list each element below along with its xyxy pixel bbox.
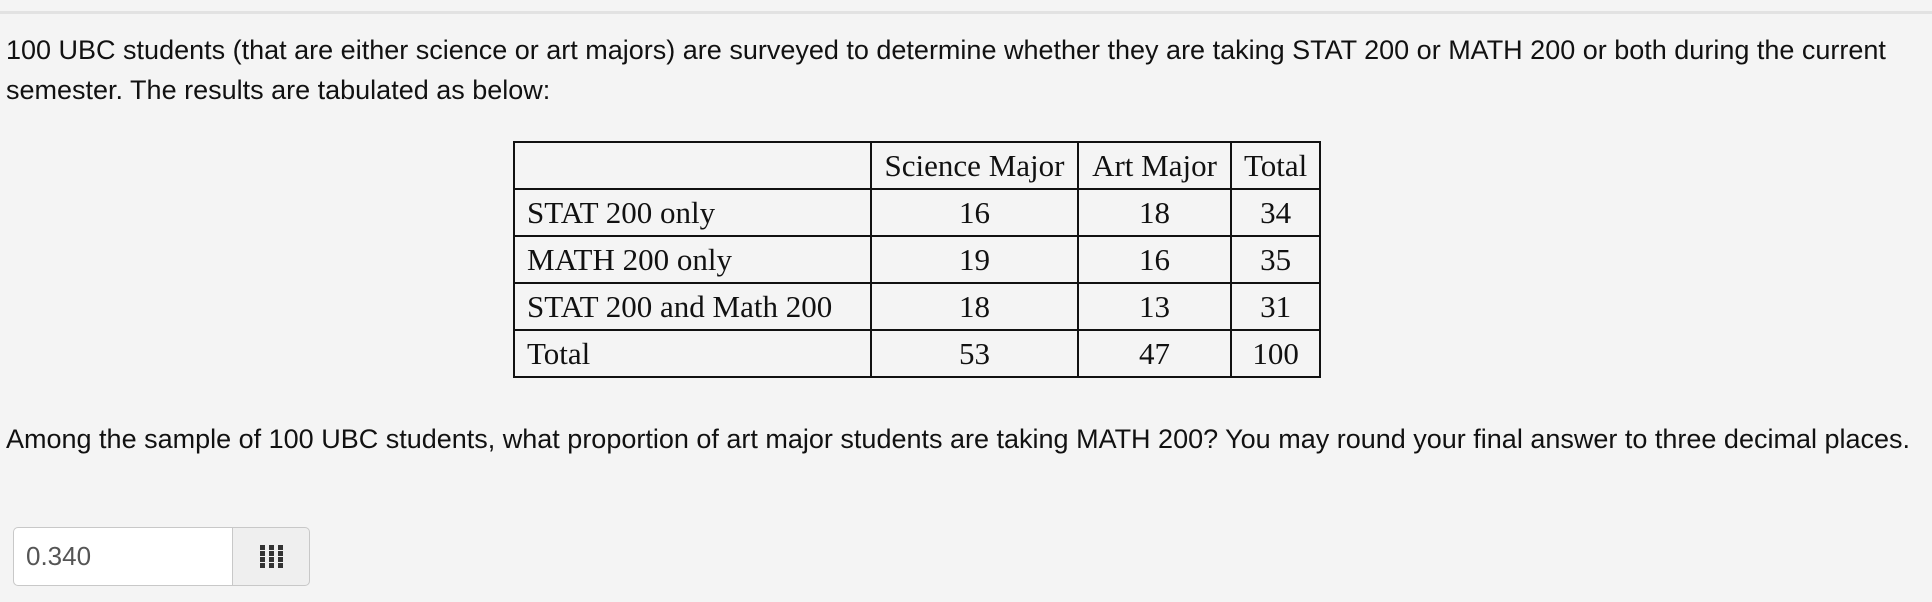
table-row	[514, 189, 1320, 236]
table-cell: 100	[1231, 330, 1320, 377]
table-cell: 16	[871, 189, 1078, 236]
header-cell-art-major: Art Major	[1078, 142, 1231, 189]
header-cell-empty	[514, 142, 871, 189]
table-cell: 13	[1078, 283, 1231, 330]
table-cell: 34	[1231, 189, 1320, 236]
keypad-grid-icon	[260, 545, 283, 568]
table-cell: 31	[1231, 283, 1320, 330]
table-cell: 53	[871, 330, 1078, 377]
header-cell-total: Total	[1231, 142, 1320, 189]
question-text: Among the sample of 100 UBC students, what proportion of art major students are taking MATH 200? You may round your final answer to three decimal places.	[6, 424, 1911, 454]
header-cell-science-major: Science Major	[871, 142, 1078, 189]
row-label: STAT 200 and Math 200	[514, 283, 871, 330]
row-label: Total	[514, 330, 871, 377]
answer-input-group	[13, 527, 310, 586]
table-cell: 18	[1078, 189, 1231, 236]
top-divider	[0, 0, 1932, 14]
table-cell: 16	[1078, 236, 1231, 283]
row-label: MATH 200 only	[514, 236, 871, 283]
table-row	[514, 236, 1320, 283]
row-label: STAT 200 only	[514, 189, 871, 236]
results-table	[513, 141, 1321, 378]
table-cell: 35	[1231, 236, 1320, 283]
keypad-button[interactable]	[232, 527, 310, 586]
problem-intro: 100 UBC students (that are either science or art majors) are surveyed to determine whether they are taking STAT 200 or MATH 200 or both during the current semester. The results are tabulated as below:	[6, 35, 1886, 105]
results-table-container	[513, 141, 1321, 378]
table-cell: 47	[1078, 330, 1231, 377]
table-header-row	[514, 142, 1320, 189]
table-cell: 19	[871, 236, 1078, 283]
answer-input[interactable]	[13, 527, 232, 586]
table-row	[514, 283, 1320, 330]
table-cell: 18	[871, 283, 1078, 330]
table-row-total	[514, 330, 1320, 377]
